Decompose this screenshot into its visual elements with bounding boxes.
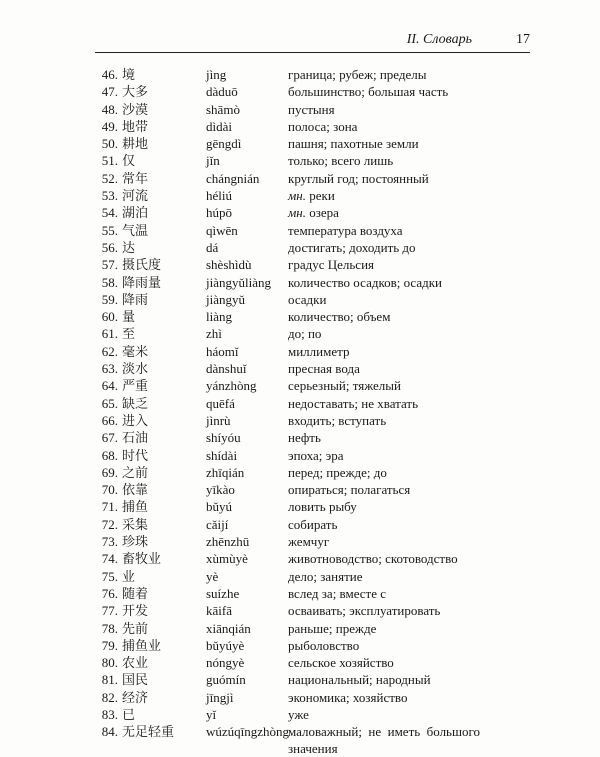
entry-pinyin: zhēnzhū	[206, 534, 250, 550]
entry-pinyin: jiàngyǔ	[206, 291, 245, 307]
entry-translation-text: маловажный; не иметь большого	[288, 724, 480, 740]
entry-translation	[288, 135, 419, 152]
entry-translation	[288, 464, 387, 481]
entry-number: 69.	[101, 464, 118, 480]
vocabulary-entry	[0, 620, 600, 637]
entry-translation-text: температура воздуха	[288, 222, 403, 238]
entry-number: 50.	[101, 136, 118, 152]
entry-pinyin: jīngjì	[206, 689, 234, 705]
entry-number: 73.	[101, 534, 118, 550]
vocabulary-entry	[0, 447, 600, 464]
entry-pinyin: shāmò	[206, 101, 240, 117]
entry-hanzi: 时代	[122, 447, 149, 463]
entry-translation-text: осваивать; эксплуатировать	[288, 603, 441, 619]
entry-number: 47.	[101, 84, 118, 100]
vocabulary-entry	[0, 187, 600, 204]
entry-hanzi: 降雨	[122, 291, 149, 307]
entry-number: 76.	[101, 585, 118, 601]
entry-translation	[288, 412, 386, 429]
entry-translation	[288, 550, 458, 567]
vocabulary-entry	[0, 325, 600, 342]
entry-hanzi: 摄氏度	[122, 257, 162, 273]
entry-number: 57.	[101, 257, 118, 273]
entry-translation-continued: значения	[288, 741, 338, 757]
entry-pinyin: kāifā	[206, 603, 232, 619]
entry-translation-text: градус Цельсия	[288, 257, 375, 273]
entry-translation-text: дело; занятие	[288, 568, 363, 584]
entry-translation	[288, 429, 321, 446]
entry-translation	[288, 533, 329, 550]
entry-number: 62.	[101, 343, 118, 359]
entry-translation	[288, 83, 448, 100]
vocabulary-entry	[0, 637, 600, 654]
entry-hanzi: 之前	[122, 464, 149, 480]
entry-pinyin: héliú	[206, 188, 232, 204]
entry-pinyin: liàng	[206, 309, 232, 325]
vocabulary-list	[0, 66, 600, 757]
entry-pinyin: dìdài	[206, 118, 232, 134]
vocabulary-entry	[0, 256, 600, 273]
vocabulary-entry	[0, 723, 600, 757]
entry-translation	[288, 620, 376, 637]
entry-number: 83.	[101, 706, 118, 722]
vocabulary-entry	[0, 118, 600, 135]
entry-number: 72.	[101, 516, 118, 532]
entry-number: 60.	[101, 309, 118, 325]
entry-pinyin: qìwēn	[206, 222, 238, 238]
entry-pinyin: yǐ	[206, 706, 217, 722]
entry-hanzi: 常年	[122, 170, 149, 186]
vocabulary-entry	[0, 239, 600, 256]
vocabulary-entry	[0, 308, 600, 325]
entry-translation-text: пресная вода	[288, 361, 360, 377]
entry-hanzi: 随着	[122, 585, 149, 601]
entry-number: 84.	[101, 724, 118, 740]
entry-translation-text: серьезный; тяжелый	[288, 378, 401, 394]
entry-number: 68.	[101, 447, 118, 463]
entry-pinyin: jǐn	[206, 153, 220, 169]
entry-translation-text: вслед за; вместе с	[288, 585, 387, 601]
entry-translation	[288, 671, 431, 688]
entry-pinyin: cǎijí	[206, 516, 229, 532]
entry-translation-text: сельское хозяйство	[288, 655, 394, 671]
vocabulary-entry	[0, 204, 600, 221]
entry-translation-text: собирать	[288, 516, 338, 532]
entry-hanzi: 境	[122, 67, 136, 82]
entry-translation-text: экономика; хозяйство	[288, 689, 408, 705]
entry-translation-text: только; всего лишь	[288, 153, 394, 169]
entry-hanzi: 耕地	[122, 136, 149, 152]
entry-pinyin: bǔyúyè	[206, 637, 245, 653]
entry-pinyin: húpō	[206, 205, 232, 221]
vocabulary-entry	[0, 101, 600, 118]
entry-translation	[288, 291, 326, 308]
entry-translation	[288, 706, 309, 723]
entry-translation	[288, 66, 426, 83]
entry-pinyin: nóngyè	[206, 655, 245, 671]
vocabulary-entry	[0, 481, 600, 498]
entry-hanzi: 湖泊	[122, 205, 149, 221]
entry-number: 74.	[101, 551, 118, 567]
entry-number: 81.	[101, 672, 118, 688]
vocabulary-entry	[0, 170, 600, 187]
entry-translation-text: входить; вступать	[288, 412, 387, 428]
vocabulary-entry	[0, 395, 600, 412]
vocabulary-entry	[0, 706, 600, 723]
vocabulary-entry	[0, 464, 600, 481]
entry-hanzi: 国民	[122, 672, 149, 688]
entry-translation	[288, 516, 337, 533]
entry-hanzi: 严重	[122, 378, 149, 394]
entry-number: 80.	[101, 655, 118, 671]
entry-translation-text: опираться; полагаться	[288, 482, 411, 498]
entry-hanzi: 毫米	[122, 343, 149, 359]
vocabulary-entry	[0, 377, 600, 394]
entry-translation	[288, 308, 390, 325]
entry-pinyin: shíyóu	[206, 430, 241, 446]
entry-pinyin: gēngdì	[206, 136, 242, 152]
entry-translation	[288, 585, 386, 602]
entry-number: 78.	[101, 620, 118, 636]
entry-grammar-label: мн.	[288, 188, 306, 204]
entry-number: 52.	[101, 170, 118, 186]
entry-translation	[288, 204, 339, 221]
entry-hanzi: 河流	[122, 188, 149, 204]
entry-hanzi: 淡水	[122, 361, 149, 377]
entry-translation	[288, 239, 416, 256]
entry-hanzi: 降雨量	[122, 274, 162, 290]
entry-translation	[288, 222, 403, 239]
entry-grammar-label: мн.	[288, 205, 306, 221]
entry-pinyin: dá	[206, 239, 219, 255]
entry-translation	[288, 637, 359, 654]
entry-hanzi: 缺乏	[122, 395, 149, 411]
entry-hanzi: 大多	[122, 84, 149, 100]
entry-pinyin: guómín	[206, 672, 246, 688]
entry-pinyin: yè	[206, 568, 219, 584]
entry-translation-text: недоставать; не хватать	[288, 395, 419, 411]
vocabulary-entry	[0, 602, 600, 619]
entry-hanzi: 气温	[122, 222, 149, 238]
entry-translation-text: нефть	[288, 430, 321, 446]
entry-hanzi: 开发	[122, 603, 149, 619]
entry-number: 55.	[101, 222, 118, 238]
vocabulary-entry	[0, 568, 600, 585]
entry-pinyin: suízhe	[206, 585, 240, 601]
entry-translation-text: жемчуг	[288, 534, 330, 550]
vocabulary-entry	[0, 516, 600, 533]
entry-translation-text: количество осадков; осадки	[288, 274, 443, 290]
vocabulary-entry	[0, 291, 600, 308]
entry-translation-text: круглый год; постоянный	[288, 170, 429, 186]
entry-pinyin: yánzhòng	[206, 378, 257, 394]
entry-translation	[288, 498, 357, 515]
vocabulary-entry	[0, 585, 600, 602]
entry-pinyin: jìng	[206, 67, 227, 82]
entry-pinyin: dàduō	[206, 84, 238, 100]
entry-translation-text: количество; объем	[288, 309, 391, 325]
entry-translation	[288, 256, 374, 273]
entry-pinyin: xiānqián	[206, 620, 251, 636]
entry-number: 51.	[101, 153, 118, 169]
entry-translation-text: животноводство; скотоводство	[288, 551, 458, 567]
entry-translation	[288, 395, 418, 412]
vocabulary-entry	[0, 83, 600, 100]
entry-number: 79.	[101, 637, 118, 653]
entry-translation-text: эпоха; эра	[288, 447, 344, 463]
entry-number: 67.	[101, 430, 118, 446]
entry-hanzi: 沙漠	[122, 101, 149, 117]
entry-pinyin: yīkào	[206, 482, 235, 498]
entry-translation-text: пустыня	[288, 101, 335, 117]
vocabulary-entry	[0, 498, 600, 515]
entry-translation	[288, 170, 429, 187]
vocabulary-entry	[0, 274, 600, 291]
entry-hanzi: 地带	[122, 118, 149, 134]
entry-translation-text: национальный; народный	[288, 672, 431, 688]
entry-translation	[288, 377, 401, 394]
vocabulary-entry	[0, 66, 600, 83]
entry-number: 56.	[101, 239, 118, 255]
vocabulary-entry	[0, 550, 600, 567]
vocabulary-entry	[0, 654, 600, 671]
entry-translation-text: граница; рубеж; пределы	[288, 67, 427, 82]
entry-hanzi: 无足轻重	[122, 724, 175, 740]
entry-translation-text: миллиметр	[288, 343, 350, 359]
vocabulary-entry	[0, 533, 600, 550]
vocabulary-entry	[0, 135, 600, 152]
entry-number: 75.	[101, 568, 118, 584]
entry-translation	[288, 481, 410, 498]
entry-number: 46.	[101, 67, 118, 82]
entry-hanzi: 依靠	[122, 482, 149, 498]
entry-number: 49.	[101, 118, 118, 134]
entry-pinyin: jìnrù	[206, 412, 231, 428]
entry-translation	[288, 325, 321, 342]
entry-translation-text: озера	[309, 205, 339, 221]
vocabulary-entry	[0, 222, 600, 239]
entry-hanzi: 仅	[122, 153, 136, 169]
vocabulary-entry	[0, 671, 600, 688]
entry-translation	[288, 360, 360, 377]
entry-hanzi: 先前	[122, 620, 149, 636]
entry-pinyin: xùmùyè	[206, 551, 248, 567]
entry-hanzi: 珍珠	[122, 534, 149, 550]
vocabulary-entry	[0, 412, 600, 429]
entry-hanzi: 畜牧业	[122, 551, 162, 567]
entry-hanzi: 捕鱼	[122, 499, 149, 515]
entry-hanzi: 已	[122, 706, 136, 722]
vocabulary-entry	[0, 429, 600, 446]
vocabulary-entry	[0, 360, 600, 377]
entry-translation	[288, 187, 335, 204]
entry-number: 63.	[101, 361, 118, 377]
entry-number: 65.	[101, 395, 118, 411]
entry-pinyin: bǔyú	[206, 499, 232, 515]
entry-translation	[288, 101, 335, 118]
entry-translation	[288, 568, 362, 585]
entry-hanzi: 农业	[122, 655, 149, 671]
vocabulary-entry	[0, 152, 600, 169]
entry-translation-text: пашня; пахотные земли	[288, 136, 419, 152]
running-header	[95, 32, 530, 53]
entry-pinyin: zhīqián	[206, 464, 245, 480]
entry-translation-text: рыболовство	[288, 637, 360, 653]
entry-hanzi: 达	[122, 239, 136, 255]
entry-translation	[288, 343, 349, 360]
entry-number: 48.	[101, 101, 118, 117]
entry-number: 59.	[101, 291, 118, 307]
vocabulary-entry	[0, 343, 600, 360]
entry-translation-text: достигать; доходить до	[288, 239, 416, 255]
entry-translation	[288, 274, 442, 291]
entry-translation	[288, 152, 393, 169]
entry-number: 54.	[101, 205, 118, 221]
entry-translation-text: уже	[288, 706, 309, 722]
entry-translation-text: раньше; прежде	[288, 620, 377, 636]
entry-pinyin: dànshuǐ	[206, 361, 247, 377]
section-title: II. Словарь	[406, 32, 472, 47]
entry-hanzi: 进入	[122, 412, 149, 428]
entry-pinyin: chángnián	[206, 170, 260, 186]
entry-number: 61.	[101, 326, 118, 342]
entry-number: 64.	[101, 378, 118, 394]
entry-translation	[288, 447, 344, 464]
entry-translation	[288, 689, 407, 706]
entry-pinyin: shèshìdù	[206, 257, 252, 273]
entry-translation-text: перед; прежде; до	[288, 464, 387, 480]
entry-translation	[288, 723, 480, 740]
entry-hanzi: 捕鱼业	[122, 637, 162, 653]
entry-hanzi: 经济	[122, 689, 149, 705]
entry-number: 71.	[101, 499, 118, 515]
entry-hanzi: 采集	[122, 516, 149, 532]
entry-pinyin: háomǐ	[206, 343, 239, 359]
entry-pinyin: quēfá	[206, 395, 235, 411]
entry-hanzi: 量	[122, 309, 136, 325]
entry-translation-text: реки	[309, 188, 335, 204]
entry-hanzi: 业	[122, 568, 136, 584]
entry-pinyin: jiàngyǔliàng	[206, 274, 271, 290]
entry-translation-text: до; по	[288, 326, 322, 342]
entry-translation-text: осадки	[288, 291, 327, 307]
entry-hanzi: 至	[122, 326, 136, 342]
entry-number: 66.	[101, 412, 118, 428]
entry-translation-text: полоса; зона	[288, 118, 358, 134]
entry-number: 53.	[101, 188, 118, 204]
entry-number: 82.	[101, 689, 118, 705]
entry-number: 77.	[101, 603, 118, 619]
page-number: 17	[516, 32, 530, 47]
entry-pinyin: shídài	[206, 447, 238, 463]
entry-number: 58.	[101, 274, 118, 290]
entry-translation	[288, 118, 357, 135]
entry-hanzi: 石油	[122, 430, 149, 446]
entry-pinyin: zhì	[206, 326, 222, 342]
entry-translation-text: ловить рыбу	[288, 499, 357, 515]
entry-translation	[288, 602, 440, 619]
entry-number: 70.	[101, 482, 118, 498]
vocabulary-entry	[0, 689, 600, 706]
entry-translation-text: большинство; большая часть	[288, 84, 449, 100]
entry-pinyin: wúzúqīngzhòng	[206, 724, 290, 740]
entry-translation	[288, 654, 394, 671]
